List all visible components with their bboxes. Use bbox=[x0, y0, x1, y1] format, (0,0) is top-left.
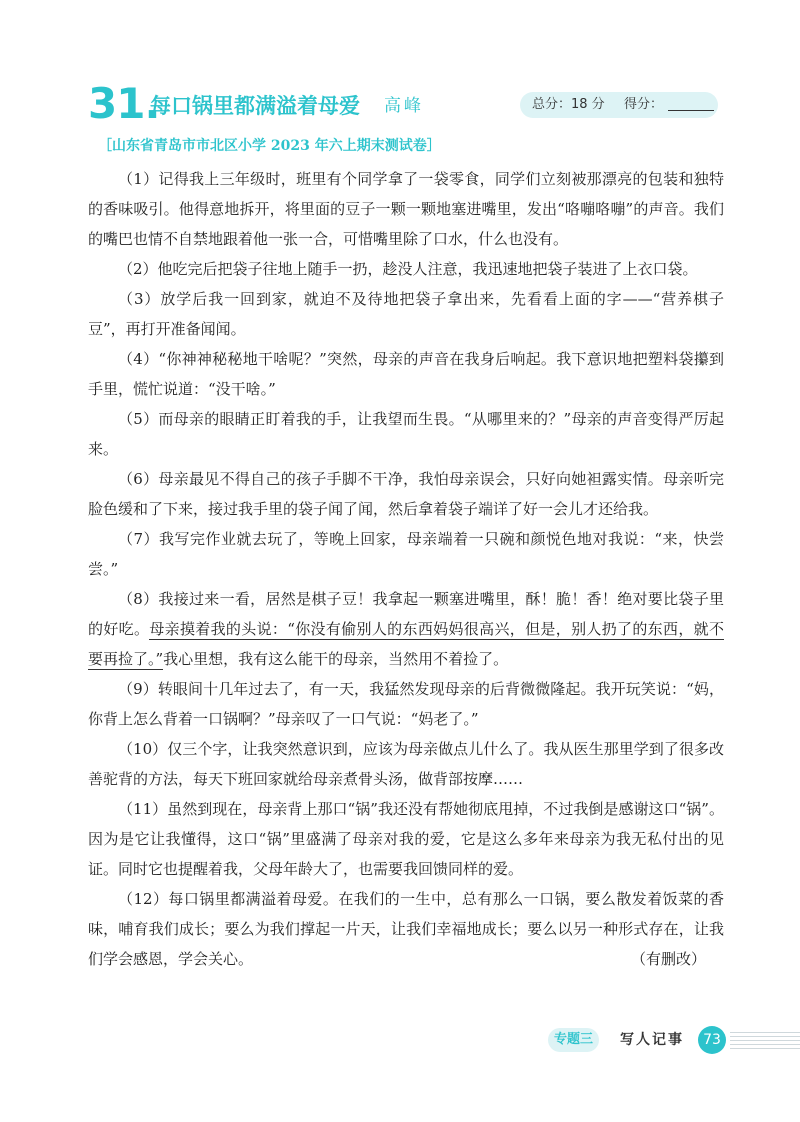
paragraph-8 bbox=[88, 584, 724, 674]
source-label: ［山东省青岛市市北区小学 2023 年六上期末测试卷］ bbox=[98, 138, 441, 154]
article-header bbox=[88, 79, 728, 132]
paragraph-3: （3）放学后我一回到家，就迫不及待地把袋子拿出来，先看看上面的字——“营养棋子豆”，再打开准备闻闻。 bbox=[88, 290, 724, 338]
paragraph-10: （10）仅三个字，让我突然意识到，应该为母亲做点儿什么了。我从医生那里学到了很多改善驼背的方法，每天下班回家就给母亲煮骨头汤，做背部按摩…… bbox=[88, 740, 724, 788]
paragraph-11: （11）虽然到现在，母亲背上那口“锅”我还没有帮她彻底甩掉，不过我倒是感谢这口“锅”。因为是它让我懂得，这口“锅”里盛满了母亲对我的爱，它是这么多年来母亲为我无私付出的见证。同时它也提醒着我，父母年龄大了，也需要我回馈同样的爱。 bbox=[88, 800, 724, 878]
article-body bbox=[88, 164, 724, 974]
paragraph-1: （1）记得我上三年级时，班里有个同学拿了一袋零食，同学们立刻被那漂亮的包装和独特的香味吸引。他得意地拆开，将里面的豆子一颗一颗地塞进嘴里，发出“咯嘣咯嘣”的声音。我们的嘴巴也情不自禁地跟着他一张一合，可惜嘴里除了口水，什么也没有。 bbox=[88, 170, 724, 248]
paragraph-7: （7）我写完作业就去玩了，等晚上回家，母亲端着一只碗和颜悦色地对我说：“来，快尝尝。” bbox=[88, 530, 724, 578]
score-got-label: 得分： bbox=[624, 97, 664, 112]
page-footer bbox=[548, 1026, 800, 1056]
score-total: 总分：18 分 bbox=[532, 97, 605, 112]
paragraph-8-part-c: 我心里想，我有这么能干的母亲，当然用不着捡了。 bbox=[163, 650, 509, 668]
paragraph-12-text: （12）每口锅里都满溢着母爱。在我们的一生中，总有那么一口锅，要么散发着饭菜的香味，哺育我们成长；要么为我们撑起一片天，让我们幸福地成长；要么以另一种形式存在，让我们学会感恩，学会关心。 bbox=[88, 890, 724, 968]
paragraph-2: （2）他吃完后把袋子往地上随手一扔，趁没人注意，我迅速地把袋子装进了上衣口袋。 bbox=[118, 260, 698, 278]
score-blank[interactable] bbox=[668, 110, 714, 111]
article-title: 每口锅里都满溢着母爱 bbox=[150, 94, 360, 118]
paragraph-9: （9）转眼间十几年过去了，有一天，我猛然发现母亲的后背微微隆起。我开玩笑说：“妈，你背上怎么背着一口锅啊？”母亲叹了一口气说：“妈老了。” bbox=[88, 680, 724, 728]
section-title: 写人记事 bbox=[620, 1032, 684, 1048]
article-author: 高峰 bbox=[384, 96, 424, 116]
paragraph-6: （6）母亲最见不得自己的孩子手脚不干净，我怕母亲误会，只好向她袒露实情。母亲听完脸色缓和了下来，接过我手里的袋子闻了闻，然后拿着袋子端详了好一会儿才还给我。 bbox=[88, 470, 724, 518]
question-number: 31. bbox=[88, 79, 160, 128]
paragraph-8-part-a: （8）我接过来一看，居然是棋子豆！我拿起一颗塞进嘴里，酥！脆！香！绝对要比袋子里的好吃。 bbox=[88, 590, 724, 638]
underlined-sentence: 母亲摸着我的头说：“你没有偷别人的东西妈妈很高兴，但是，别人扔了的东西，就不要再捡了。” bbox=[88, 620, 724, 668]
page-number: 73 bbox=[698, 1026, 726, 1054]
score-box bbox=[520, 92, 718, 118]
edit-note: （有删改） bbox=[630, 950, 706, 968]
paragraph-5: （5）而母亲的眼睛正盯着我的手，让我望而生畏。“从哪里来的？”母亲的声音变得严厉起来。 bbox=[88, 410, 724, 458]
paragraph-12 bbox=[88, 884, 724, 974]
topic-tag: 专题三 bbox=[548, 1028, 599, 1052]
decorative-lines bbox=[730, 1032, 800, 1050]
paragraph-4: （4）“你神神秘秘地干啥呢？”突然，母亲的声音在我身后响起。我下意识地把塑料袋攥到手里，慌忙说道：“没干啥。” bbox=[88, 350, 724, 398]
